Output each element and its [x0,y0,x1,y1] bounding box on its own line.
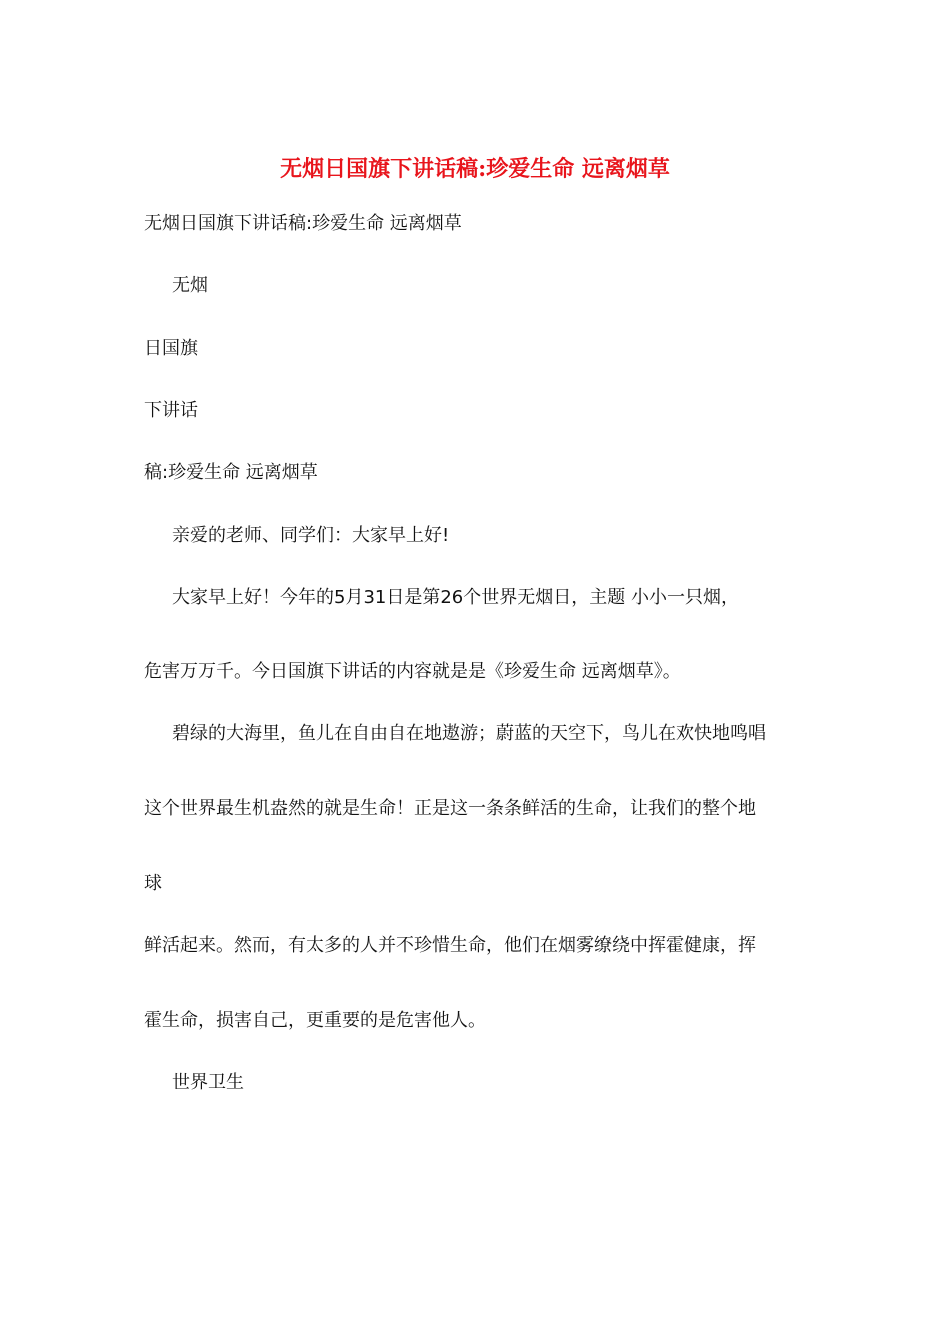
paragraph-line: 鲜活起来。然而，有太多的人并不珍惜生命，他们在烟雾缭绕中挥霍健康，挥 [144,935,756,956]
paragraph-line: 无烟 [172,275,208,296]
paragraph-line: 球 [144,873,162,894]
paragraph-line-subtitle: 无烟日国旗下讲话稿:珍爱生命 远离烟草 [144,213,462,234]
paragraph-line: 大家早上好！今年的5月31日是第26个世界无烟日，主题 小小一只烟， [172,587,739,608]
paragraph-line: 日国旗 [144,338,198,359]
greeting-line: 亲爱的老师、同学们：大家早上好! [172,525,450,546]
paragraph-line: 碧绿的大海里，鱼儿在自由自在地遨游；蔚蓝的天空下，鸟儿在欢快地鸣唱 [172,723,766,744]
document-title: 无烟日国旗下讲话稿:珍爱生命 远离烟草 [280,156,670,182]
paragraph-line: 世界卫生 [172,1072,244,1093]
paragraph-line: 这个世界最生机盎然的就是生命！正是这一条条鲜活的生命，让我们的整个地 [144,798,756,819]
paragraph-line: 稿:珍爱生命 远离烟草 [144,462,318,483]
paragraph-line: 下讲话 [144,400,198,421]
paragraph-line: 霍生命，损害自己，更重要的是危害他人。 [144,1010,486,1031]
paragraph-line: 危害万万千。今日国旗下讲话的内容就是是《珍爱生命 远离烟草》。 [144,661,681,682]
